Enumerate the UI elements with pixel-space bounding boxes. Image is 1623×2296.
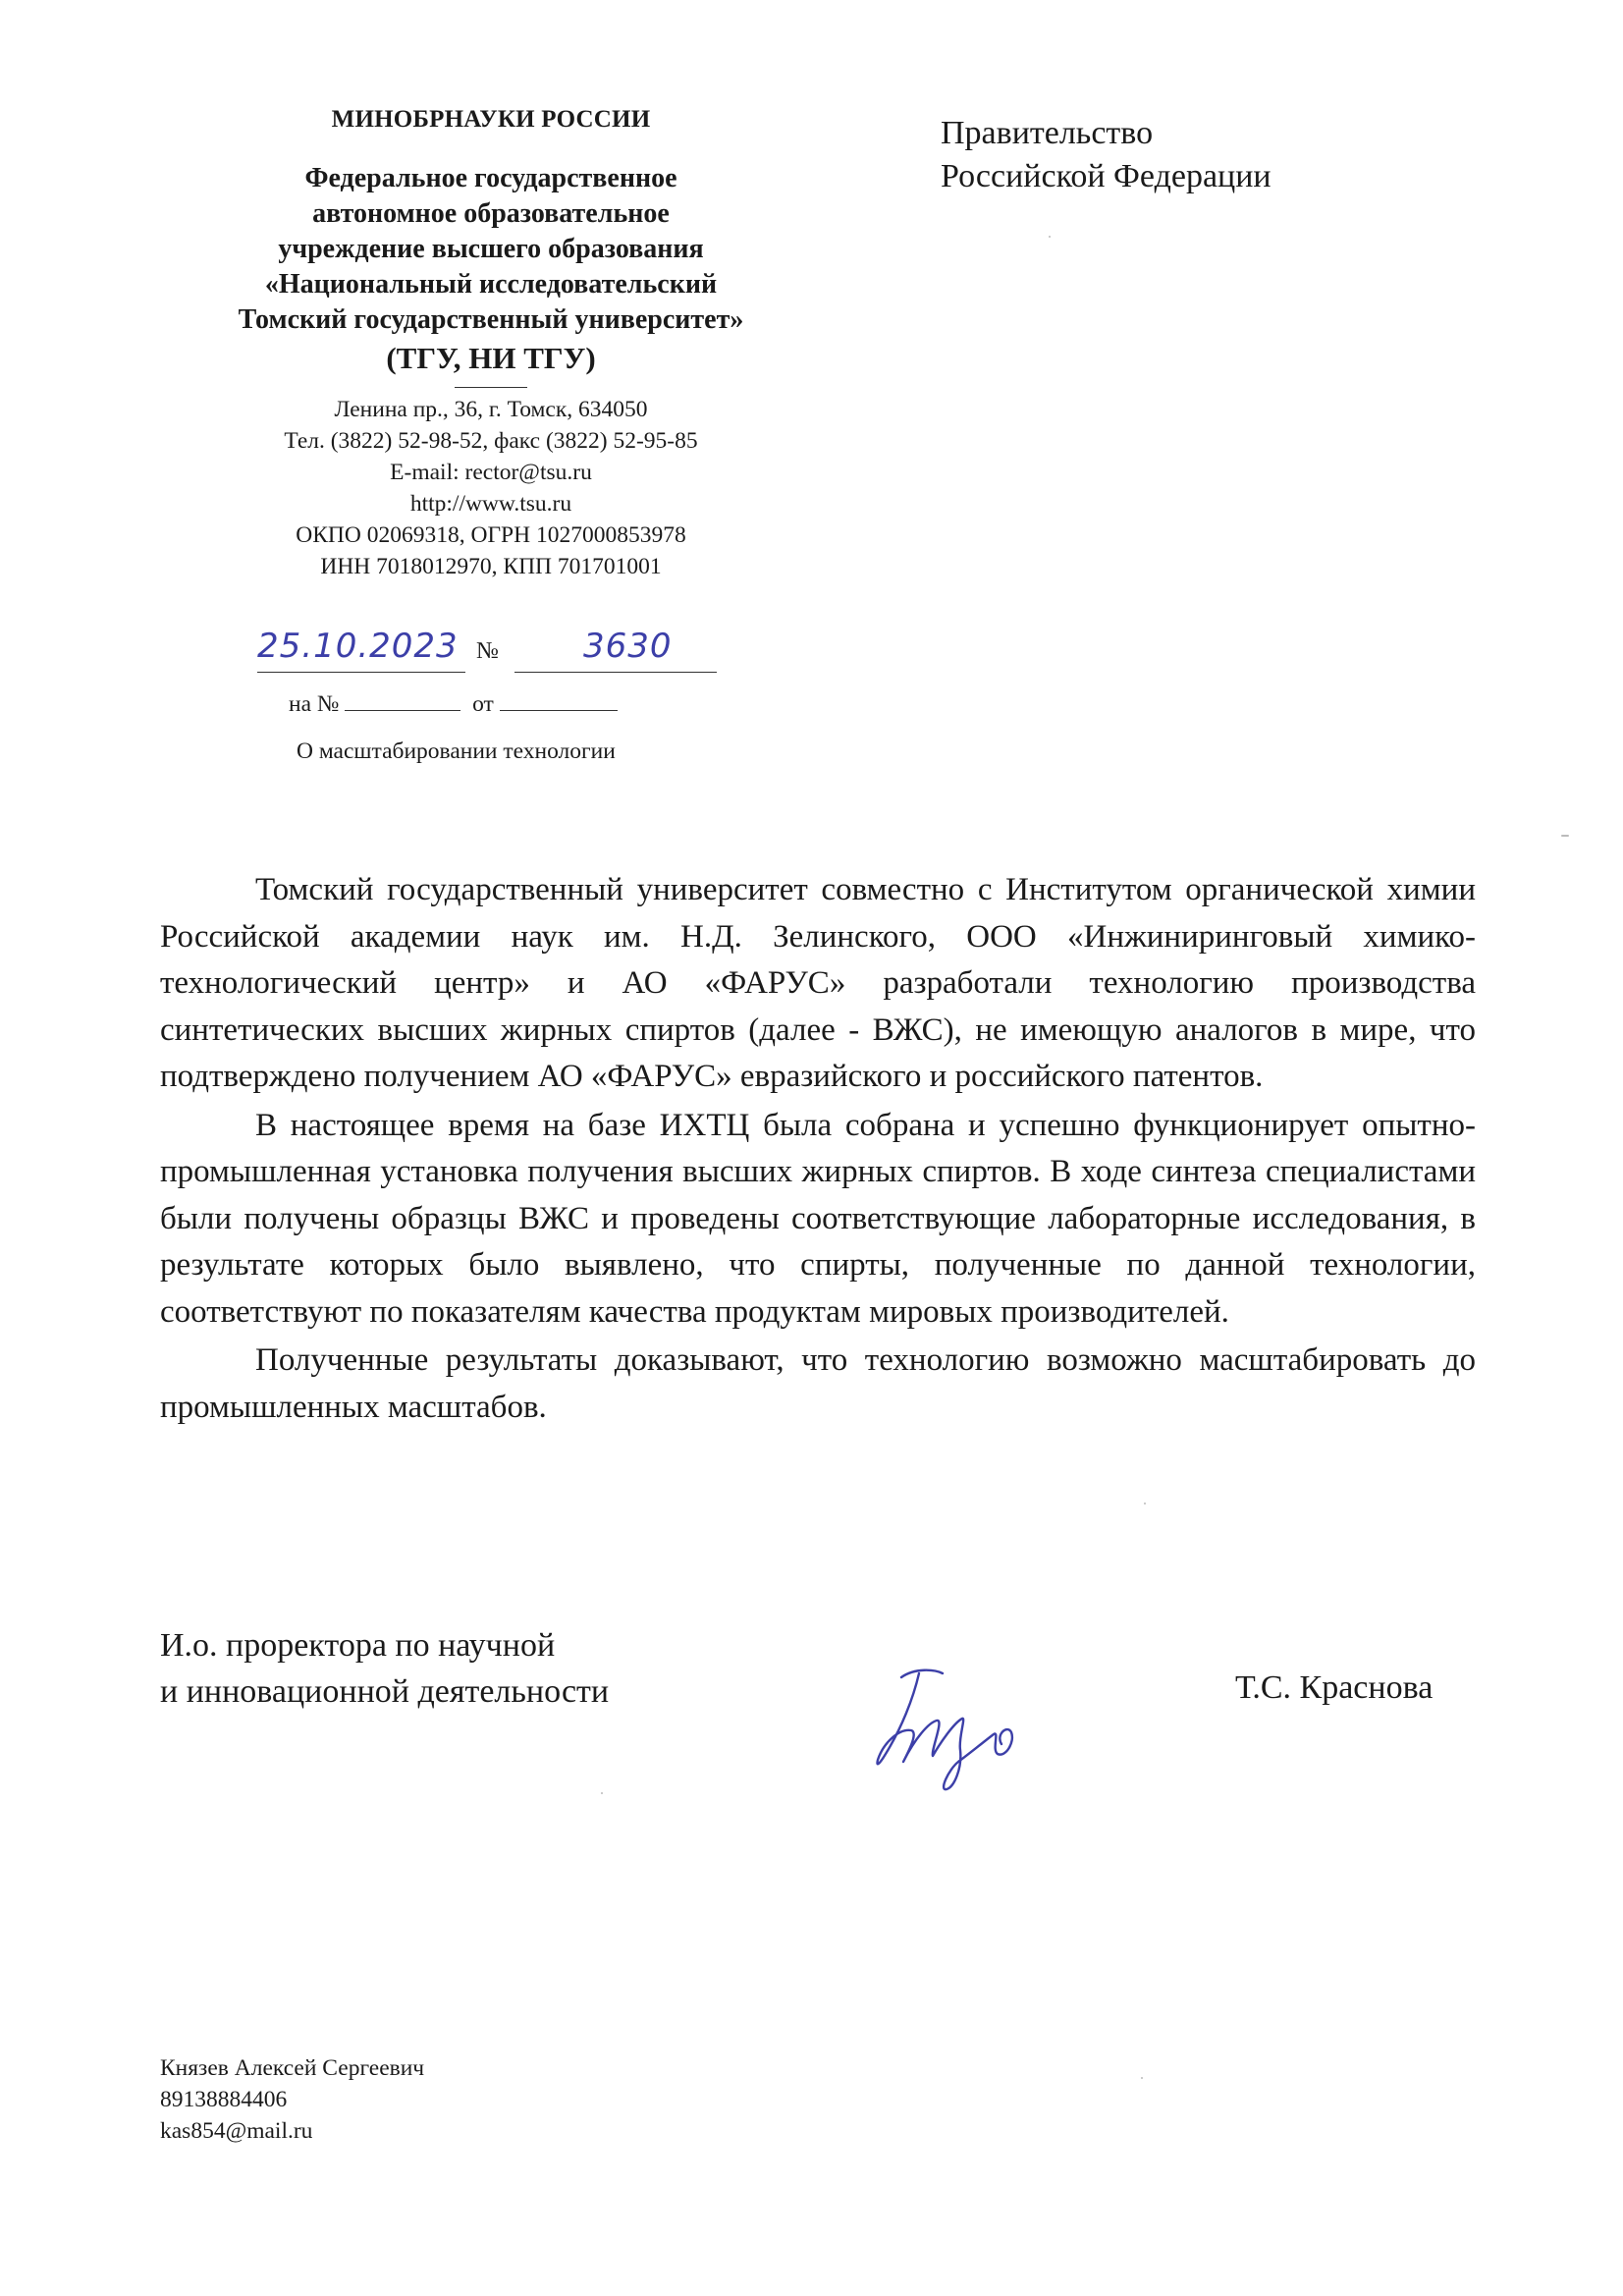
sender-email: E-mail: rector@tsu.ru	[390, 460, 592, 485]
addressee-line-2: Российской Федерации	[941, 158, 1271, 194]
body-paragraph-2: В настоящее время на базе ИХТЦ была собрана и успешно функционирует опытно-промышленная установка получения высших жирных спиртов. В ходе синтеза специалистами были получены образцы ВЖС и проведены соответствующие лабораторные исследования, в результате которых было выявлено, что спирты, полученные по данной технологии, соответствуют по показателям качества продуктам мировых производителей.	[160, 1107, 1476, 1330]
body-paragraph-1: Томский государственный университет совместно с Институтом органической химии Российской академии наук им. Н.Д. Зелинского, ООО «Инжиниринговый химико-технологический центр» и АО «ФАРУС» разработали технологию производства синтетических высших жирных спиртов (далее - ВЖС), не имеющую аналогов в мире, что подтверждено получением АО «ФАРУС» евразийского и российского патентов.	[160, 872, 1476, 1094]
org-name-line-5: Томский государственный университет»	[238, 304, 744, 335]
sender-address: Ленина пр., 36, г. Томск, 634050	[334, 397, 648, 422]
org-abbreviation: (ТГУ, НИ ТГУ)	[386, 341, 596, 375]
sender-okpo-ogrn: ОКПО 02069318, ОГРН 1027000853978	[296, 522, 686, 548]
registration-date: 25.10.2023	[257, 627, 459, 666]
letter-body	[160, 867, 1476, 1433]
org-name-line-2: автономное образовательное	[312, 198, 670, 229]
letter-subject: О масштабировании технологии	[297, 738, 616, 764]
executor-block	[160, 2052, 424, 2147]
registration-date-field	[257, 621, 465, 673]
handwritten-signature	[864, 1660, 1031, 1797]
sender-phone-fax: Тел. (3822) 52-98-52, факс (3822) 52-95-85	[284, 428, 698, 454]
ministry-name: МИНОБРНАУКИ РОССИИ	[331, 106, 651, 133]
addressee-block	[941, 112, 1271, 198]
reply-number-label: на №	[289, 691, 340, 717]
signatory-position-line-2: и инновационной деятельности	[160, 1673, 610, 1710]
scan-speck	[1141, 2077, 1143, 2079]
scan-speck	[1049, 236, 1051, 238]
registration-number: 3630	[583, 627, 673, 666]
addressee-line-1: Правительство	[941, 115, 1154, 151]
org-name-line-3: учреждение высшего образования	[278, 234, 704, 264]
scan-speck	[1144, 1503, 1146, 1504]
executor-email: kas854@mail.ru	[160, 2118, 313, 2144]
scan-speck	[601, 1792, 603, 1794]
executor-phone: 89138884406	[160, 2087, 288, 2112]
executor-name: Князев Алексей Сергеевич	[160, 2055, 425, 2081]
reply-date-label: от	[472, 691, 494, 717]
registration-number-field	[514, 621, 717, 673]
sender-block	[147, 106, 835, 582]
org-separator	[455, 387, 527, 388]
registration-line	[257, 621, 729, 676]
signatory-name: Т.С. Краснова	[1235, 1669, 1434, 1706]
org-name-line-1: Федеральное государственное	[304, 163, 677, 193]
reply-date-blank	[500, 692, 618, 711]
scan-speck	[1561, 835, 1569, 837]
org-name-line-4: «Национальный исследовательский	[264, 269, 718, 300]
sender-inn-kpp: ИНН 7018012970, КПП 701701001	[320, 554, 662, 579]
reply-reference-line	[289, 691, 618, 718]
signatory-position	[160, 1622, 609, 1715]
reply-number-blank	[345, 692, 460, 711]
registration-number-label: №	[476, 638, 499, 664]
signatory-position-line-1: И.о. проректора по научной	[160, 1627, 556, 1664]
body-paragraph-3: Полученные результаты доказывают, что технологию возможно масштабировать до промышленных масштабов.	[160, 1342, 1476, 1425]
sender-website: http://www.tsu.ru	[409, 491, 572, 517]
